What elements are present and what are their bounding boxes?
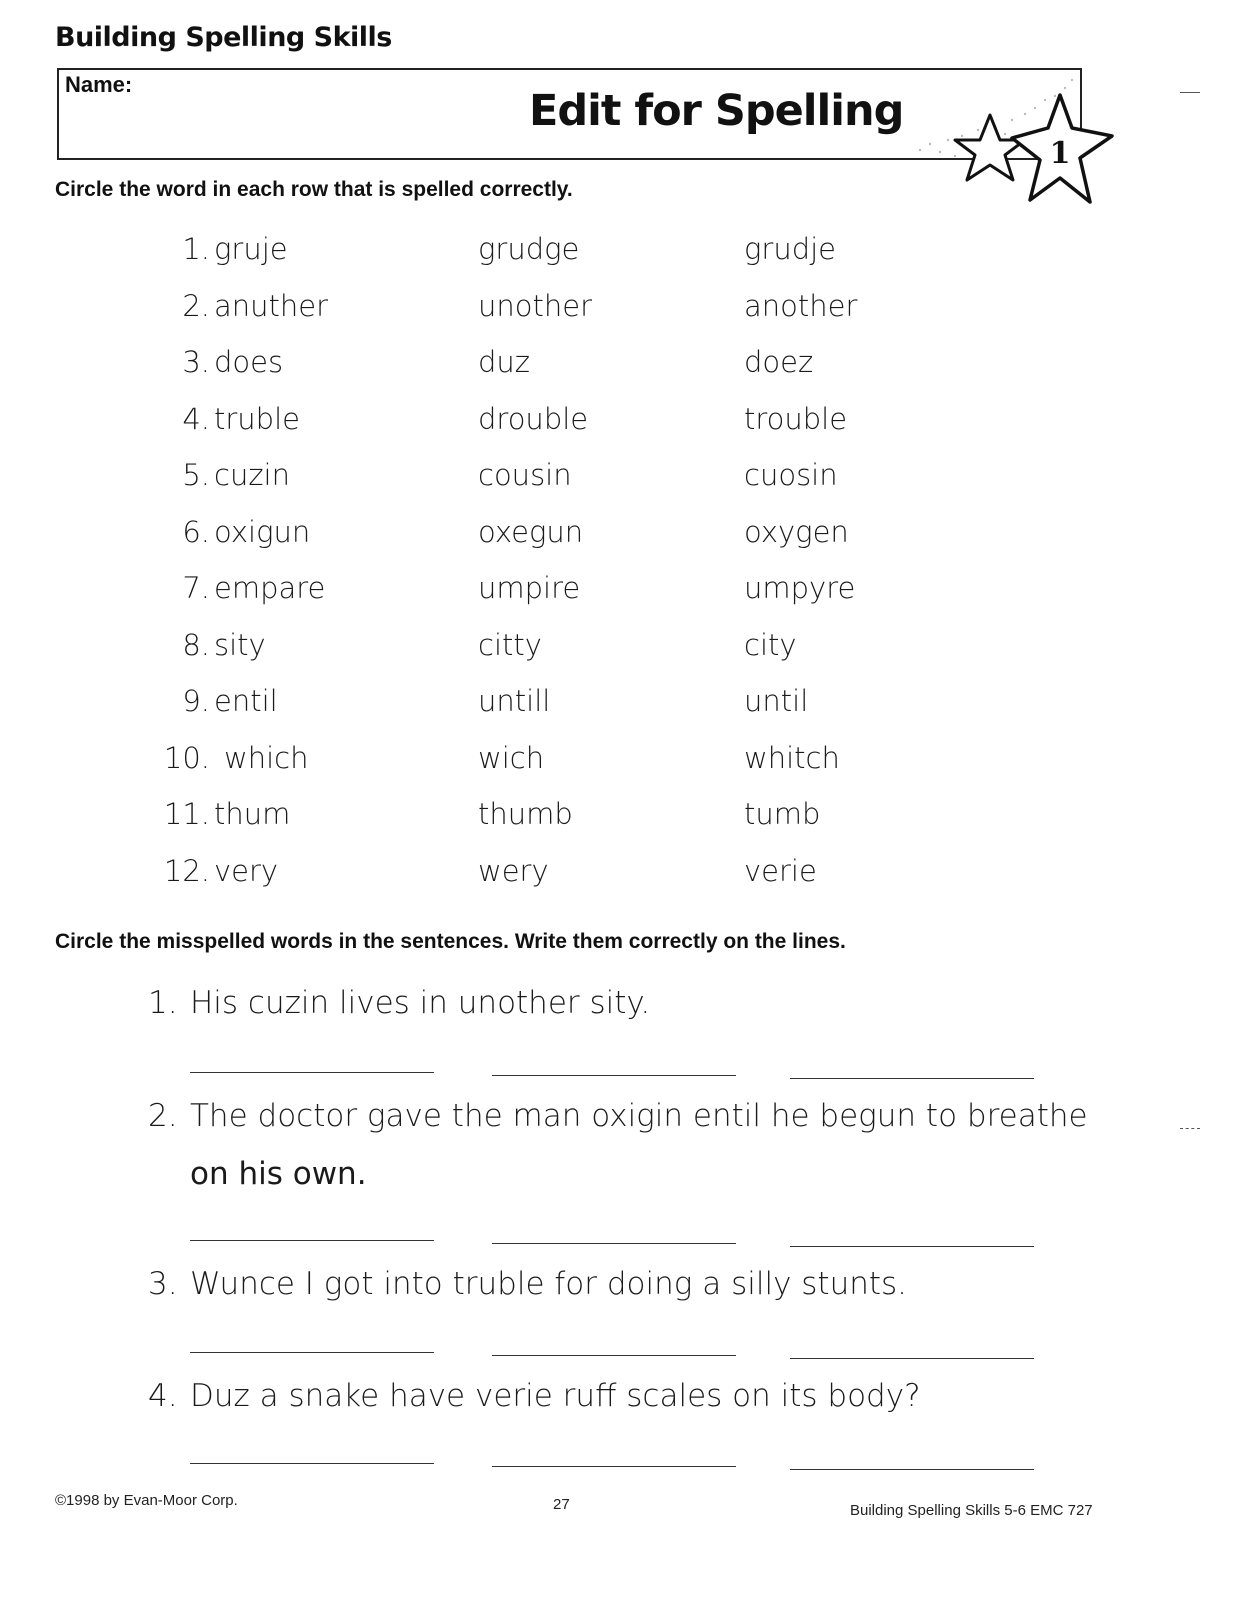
row-number: 12. [163, 853, 210, 888]
word-option[interactable]: grudje [744, 232, 837, 266]
word-row [0, 571, 1248, 628]
word-row [0, 345, 1248, 402]
row-number: 4. [182, 401, 210, 436]
word-option[interactable]: cuosin [744, 458, 838, 492]
badge-number: 1 [1049, 136, 1071, 171]
sentence-number: 2. [148, 1098, 178, 1134]
word-option[interactable]: oxegun [478, 514, 584, 549]
word-option[interactable]: trouble [744, 401, 848, 436]
answer-line[interactable] [492, 1075, 736, 1076]
word-option[interactable]: untill [478, 684, 551, 718]
sentence [148, 1266, 907, 1302]
word-option[interactable]: wery [478, 853, 549, 888]
row-number: 3. [182, 345, 210, 379]
sentence-text: His cuzin lives in unother sity. [190, 985, 651, 1021]
part1-instruction: Circle the word in each row that is spelled correctly. [55, 178, 573, 201]
sentence-number: 3. [148, 1266, 178, 1302]
word-option[interactable]: very [214, 853, 279, 888]
row-number: 9. [182, 684, 210, 718]
word-option[interactable]: umpyre [744, 571, 856, 605]
word-row [0, 628, 1248, 685]
word-option[interactable]: cuzin [214, 458, 290, 492]
word-row [0, 289, 1248, 346]
word-option[interactable]: empare [214, 571, 326, 605]
word-option[interactable]: thumb [478, 797, 573, 831]
sentence-text: Wunce I got into truble for doing a silly stunts. [190, 1266, 908, 1302]
word-option[interactable]: cousin [478, 458, 572, 492]
row-number: 8. [182, 627, 210, 662]
sentence-number: 4. [148, 1378, 178, 1414]
word-option[interactable]: gruje [214, 232, 288, 266]
answer-line[interactable] [190, 1240, 434, 1241]
row-number: 7. [182, 571, 210, 605]
answer-line[interactable] [790, 1078, 1034, 1079]
word-option[interactable]: unother [478, 288, 593, 323]
word-option[interactable]: grudge [478, 232, 580, 266]
edge-mark [1180, 92, 1200, 93]
word-option[interactable]: thum [214, 797, 291, 831]
word-option[interactable]: does [214, 345, 284, 379]
sentence-text: The doctor gave the man oxigin entil he begun to breathe [190, 1098, 1088, 1134]
word-row [0, 402, 1248, 459]
star-badge-icon [900, 70, 1140, 220]
answer-line[interactable] [790, 1469, 1034, 1470]
word-option[interactable]: another [744, 288, 858, 323]
sentence-continuation: on his own. [190, 1156, 367, 1192]
part2-instruction: Circle the misspelled words in the sentences. Write them correctly on the lines. [55, 930, 846, 953]
word-row [0, 458, 1248, 515]
word-rows [0, 232, 1248, 910]
row-number: 11. [163, 797, 210, 831]
copyright: ©1998 by Evan-Moor Corp. [55, 1492, 238, 1509]
book-id: Building Spelling Skills 5-6 EMC 727 [850, 1502, 1093, 1519]
page-number: 27 [553, 1496, 570, 1513]
answer-line[interactable] [190, 1072, 434, 1073]
answer-line[interactable] [492, 1466, 736, 1467]
row-number: 2. [182, 288, 210, 323]
row-number: 5. [182, 458, 210, 492]
page-title: Edit for Spelling [529, 86, 904, 136]
word-option[interactable]: doez [744, 345, 814, 379]
answer-line[interactable] [492, 1355, 736, 1356]
word-option[interactable]: citty [478, 627, 542, 662]
word-option[interactable]: wich [478, 740, 545, 775]
answer-line[interactable] [190, 1352, 434, 1353]
row-number: 6. [182, 514, 210, 549]
edge-mark [1180, 1128, 1200, 1129]
word-option[interactable]: verie [744, 853, 817, 888]
word-option[interactable]: city [744, 627, 797, 662]
word-option[interactable]: drouble [478, 401, 589, 436]
word-row [0, 515, 1248, 572]
answer-line[interactable] [790, 1246, 1034, 1247]
word-option[interactable]: oxygen [744, 514, 849, 549]
word-option[interactable]: entil [214, 684, 278, 718]
row-number: 10. [163, 740, 210, 775]
word-option[interactable]: tumb [744, 797, 821, 831]
series-title: Building Spelling Skills [55, 22, 392, 53]
word-option[interactable]: duz [478, 345, 531, 379]
word-option[interactable]: sity [214, 627, 266, 662]
word-option[interactable]: anuther [214, 288, 329, 323]
word-row [0, 854, 1248, 911]
word-option[interactable]: oxigun [214, 514, 311, 549]
sentence-text: Duz a snake have verie ruff scales on its body? [190, 1378, 921, 1414]
word-row [0, 797, 1248, 854]
row-number: 1. [182, 232, 210, 266]
sentence [148, 1378, 921, 1414]
answer-line[interactable] [190, 1463, 434, 1464]
word-option[interactable]: whitch [744, 740, 840, 775]
answer-line[interactable] [492, 1243, 736, 1244]
word-row [0, 684, 1248, 741]
word-option[interactable]: until [744, 684, 809, 718]
word-row [0, 232, 1248, 289]
sentence [148, 1098, 1088, 1134]
answer-line[interactable] [790, 1358, 1034, 1359]
word-option[interactable]: which [224, 740, 309, 775]
name-label: Name: [65, 72, 133, 97]
sentence [148, 985, 650, 1021]
word-row [0, 741, 1248, 798]
word-option[interactable]: truble [214, 401, 300, 436]
sentence-number: 1. [148, 985, 178, 1021]
word-option[interactable]: umpire [478, 571, 581, 605]
